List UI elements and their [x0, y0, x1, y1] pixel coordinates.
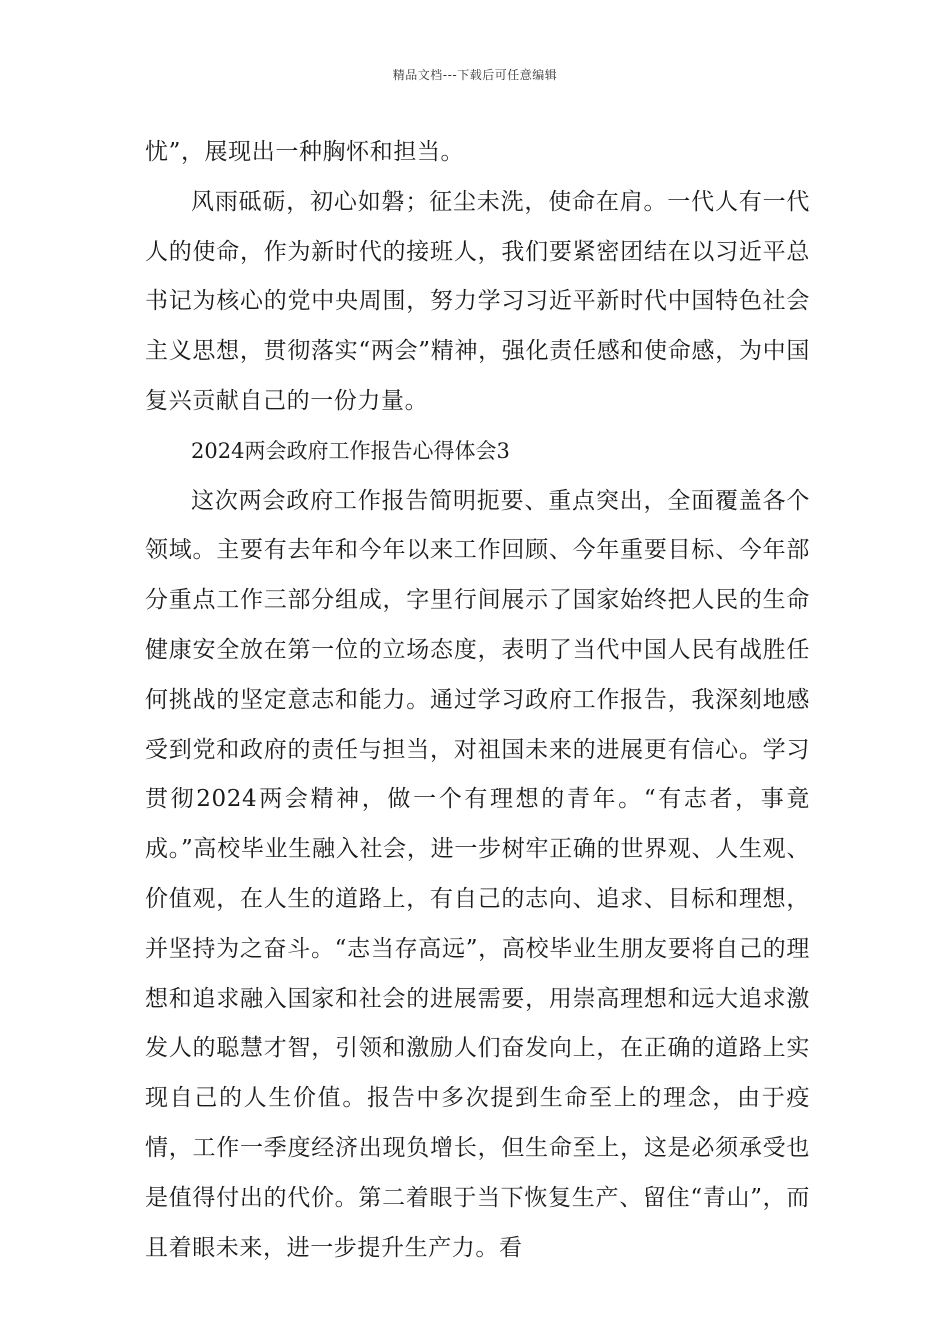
paragraph-report: 这次两会政府工作报告简明扼要、重点突出，全面覆盖各个领域。主要有去年和今年以来工作回顾、今年重要目标、今年部分重点工作三部分组成，字里行间展示了国家始终把人民的生命健康安全放在第一位的立场态度，表明了当代中国人民有战胜任何挑战的坚定意志和能力。通过学习政府工作报告，我深刻地感受到党和政府的责任与担当，对祖国未来的进展更有信心。学习贯彻2024两会精神，做一个有理想的青年。“有志者，事竟成。”高校毕业生融入社会，进一步树牢正确的世界观、人生观、价值观，在人生的道路上，有自己的志向、追求、目标和理想，并坚持为之奋斗。“志当存高远”，高校毕业生朋友要将自己的理想和追求融入国家和社会的进展需要，用崇高理想和远大追求激发人的聪慧才智，引领和激励人们奋发向上，在正确的道路上实现自己的人生价值。报告中多次提到生命至上的理念，由于疫情，工作一季度经济出现负增长，但生命至上，这是必须承受也是值得付出的代价。第二着眼于当下恢复生产、留住“青山”，而且着眼未来，进一步提升生产力。看 [145, 487, 810, 1261]
paragraph-continuation: 忧”，展现出一种胸怀和担当。 [145, 139, 465, 165]
section-heading: 2024两会政府工作报告心得体会3 [191, 438, 510, 463]
document-body [145, 128, 810, 1273]
page-header: 精品文档---下载后可任意编辑 [392, 68, 558, 82]
paragraph-mission: 风雨砥砺，初心如磐；征尘未洗，使命在肩。一代人有一代人的使命，作为新时代的接班人，我们要紧密团结在以习近平总书记为核心的党中央周围，努力学习习近平新时代中国特色社会主义思想，贯彻落实“两会”精神，强化责任感和使命感，为中国复兴贡献自己的一份力量。 [145, 188, 810, 414]
